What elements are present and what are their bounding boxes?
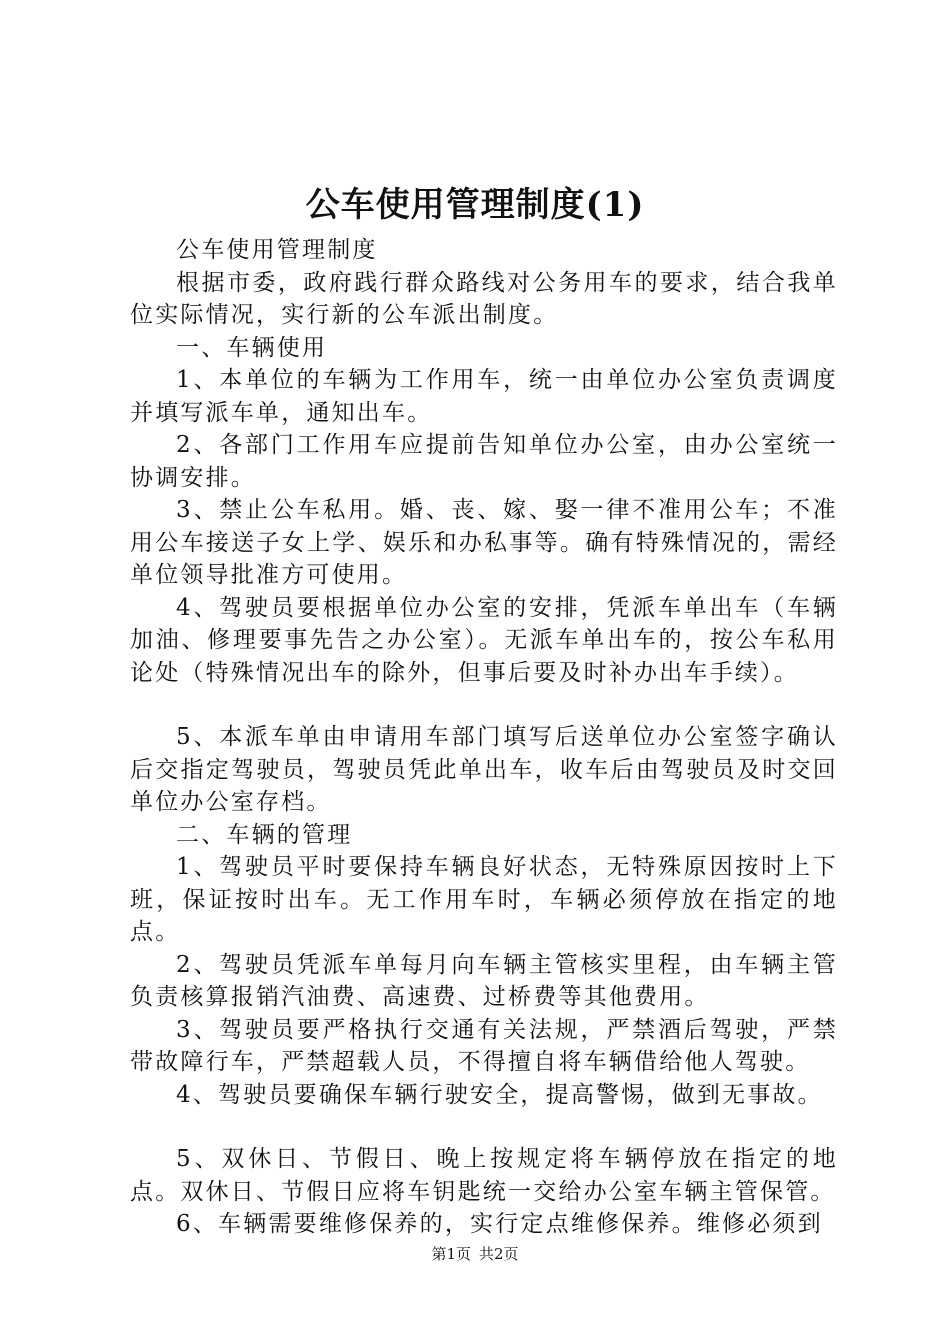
page-number: 第1页: [431, 1245, 471, 1263]
body-paragraph: 1、驾驶员平时要保持车辆良好状态，无特殊原因按时上下班，保证按时出车。无工作用车时，车辆必须停放在指定的地点。: [130, 854, 838, 945]
body-paragraph: 4、驾驶员要根据单位办公室的安排，凭派车单出车（车辆加油、修理要事先告之办公室）。无派车单出车的，按公车私用论处（特殊情况出车的除外，但事后要及时补办出车手续）。: [130, 594, 838, 686]
body-paragraph: 3、驾驶员要严格执行交通有关法规，严禁酒后驾驶，严禁带故障行车，严禁超载人员，不得擅自将车辆借给他人驾驶。: [130, 1016, 838, 1075]
body-paragraph: 4、驾驶员要确保车辆行驶安全，提高警惕，做到无事故。: [176, 1081, 823, 1108]
body-paragraph: 1、本单位的车辆为工作用车，统一由单位办公室负责调度并填写派车单，通知出车。: [130, 367, 838, 426]
body-paragraph: 公车使用管理制度: [176, 237, 378, 263]
body-paragraph: 6、车辆需要维修保养的，实行定点维修保养。维修必须到: [176, 1211, 823, 1237]
document-title: 公车使用管理制度(1): [305, 185, 645, 225]
body-paragraph: 2、各部门工作用车应提前告知单位办公室，由办公室统一协调安排。: [130, 432, 838, 491]
body-paragraph: 2、驾驶员凭派车单每月向车辆主管核实里程，由车辆主管负责核算报销汽油费、高速费、过桥费等其他费用。: [130, 951, 838, 1010]
document-body: [130, 234, 838, 1241]
page-footer: [0, 1243, 950, 1265]
body-paragraph: 根据市委，政府践行群众路线对公务用车的要求，结合我单位实际情况，实行新的公车派出制度。: [130, 269, 838, 328]
body-paragraph: 5、双休日、节假日、晚上按规定将车辆停放在指定的地点。双休日、节假日应将车钥匙统一交给办公室车辆主管保管。: [130, 1146, 838, 1205]
page-total: 共2页: [479, 1245, 519, 1263]
section-heading: 一、车辆使用: [176, 334, 328, 361]
body-paragraph: 5、本派车单由申请用车部门填写后送单位办公室签字确认后交指定驾驶员，驾驶员凭此单出车，收车后由驾驶员及时交回单位办公室存档。: [130, 724, 838, 815]
body-paragraph: 3、禁止公车私用。婚、丧、嫁、娶一律不准用公车；不准用公车接送子女上学、娱乐和办私事等。确有特殊情况的，需经单位领导批准方可使用。: [130, 497, 838, 588]
section-heading: 二、车辆的管理: [176, 821, 353, 848]
